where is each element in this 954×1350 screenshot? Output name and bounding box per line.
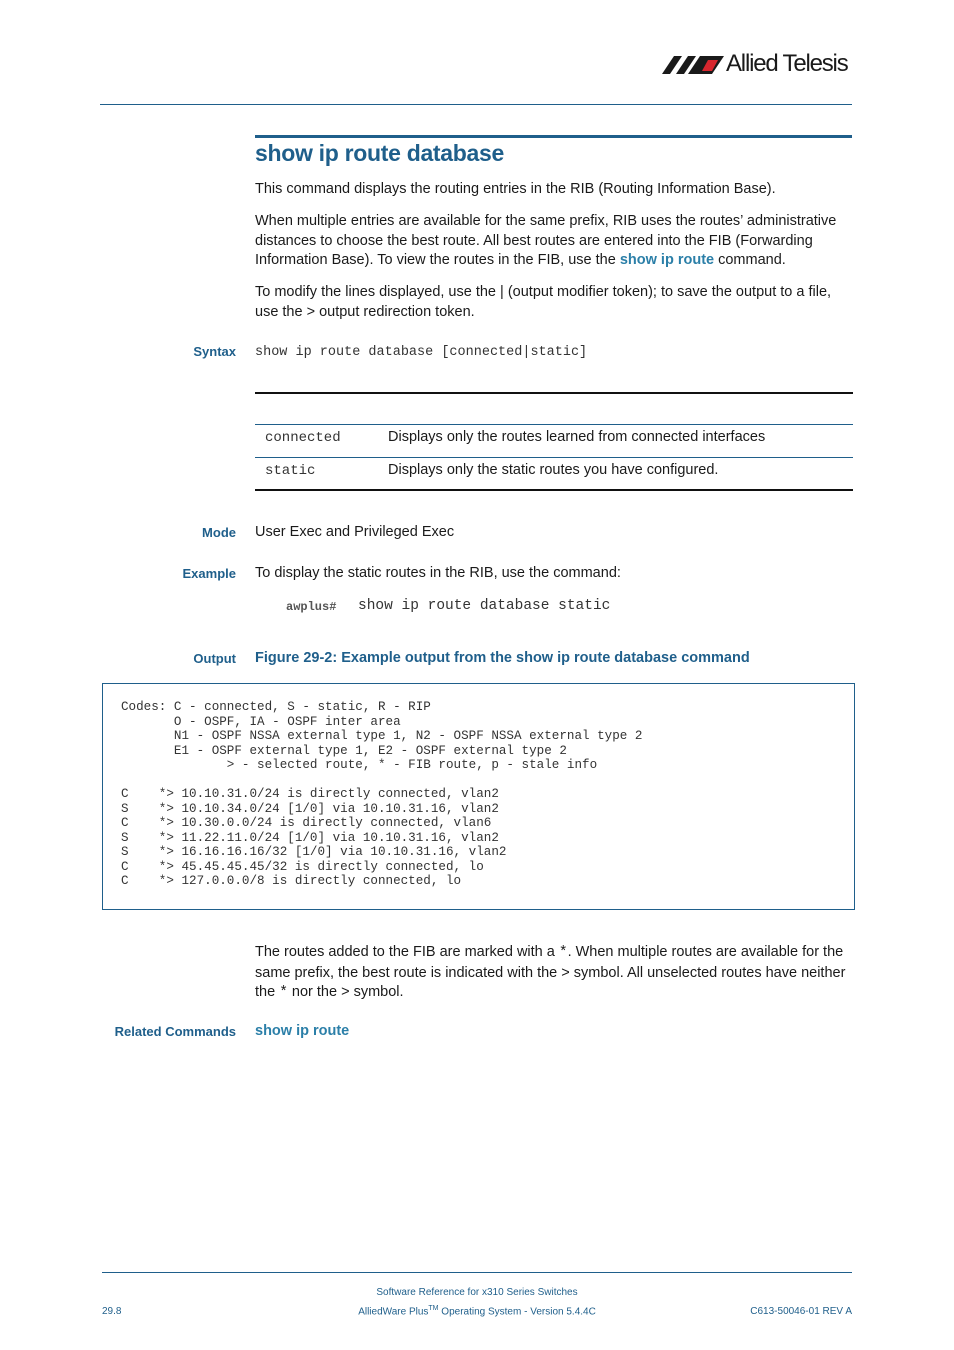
output-line: S *> 16.16.16.16/32 [1/0] via 10.10.31.16, vlan2 bbox=[121, 845, 507, 859]
output-line: E1 - OSPF external type 1, E2 - OSPF external type 2 bbox=[121, 743, 567, 758]
show-ip-route-link[interactable]: show ip route bbox=[619, 252, 715, 268]
output-line: C *> 10.30.0.0/24 is directly connected, vlan6 bbox=[121, 816, 492, 830]
syntax-label: Syntax bbox=[193, 344, 236, 359]
output-line: Codes: C - connected, S - static, R - RIP bbox=[121, 700, 431, 714]
gt-symbol: > bbox=[306, 303, 316, 320]
table-bottom-rule bbox=[255, 489, 853, 491]
figure-caption: Figure 29-2: Example output from the show ip route database command bbox=[255, 650, 750, 666]
allied-telesis-logo bbox=[662, 52, 854, 78]
output-line: S *> 11.22.11.0/24 [1/0] via 10.10.31.16, vlan2 bbox=[121, 830, 499, 845]
output-text bbox=[121, 700, 642, 889]
header-rule bbox=[100, 104, 852, 105]
description-text-end: command. bbox=[714, 252, 786, 268]
example-label: Example bbox=[182, 566, 236, 581]
allied-telesis-logo-icon bbox=[662, 52, 724, 76]
output-line: C *> 10.10.31.0/24 is directly connected, vlan2 bbox=[121, 787, 499, 801]
gt-symbol: > bbox=[561, 964, 570, 981]
output-line: C *> 45.45.45.45/32 is directly connected, lo bbox=[121, 859, 484, 874]
description-text: When multiple entries are available for the same prefix, RIB uses the routes’ administrative distances to choose the best route. All best routes are entered into the FIB (Forwarding Information Base). To view the routes in the FIB, use the bbox=[255, 213, 837, 268]
param-name: connected bbox=[265, 430, 341, 446]
output-line: > - selected route, * - FIB route, p - stale info bbox=[121, 758, 598, 772]
param-description: Displays only the routes learned from connected interfaces bbox=[388, 429, 766, 445]
param-name: static bbox=[265, 463, 316, 479]
description-paragraph bbox=[255, 212, 855, 271]
syntax-text: show ip route database [connected|static] bbox=[255, 345, 588, 360]
pipe-symbol: | bbox=[500, 284, 504, 300]
output-line: O - OSPF, IA - OSPF inter area bbox=[121, 714, 401, 729]
trademark: TM bbox=[428, 1305, 439, 1312]
fib-note-paragraph bbox=[255, 943, 855, 1004]
note-text-5: symbol. bbox=[349, 984, 404, 1000]
document-reference: C613-50046-01 REV A bbox=[750, 1306, 852, 1317]
mode-label: Mode bbox=[202, 525, 236, 540]
param-description: Displays only the static routes you have configured. bbox=[388, 462, 719, 478]
modifier-text: To modify the lines displayed, use the bbox=[255, 284, 501, 300]
example-text: To display the static routes in the RIB, use the command: bbox=[255, 565, 621, 581]
mode-text: User Exec and Privileged Exec bbox=[255, 524, 455, 540]
footer-rule bbox=[102, 1272, 852, 1273]
logo-text: Allied Telesis bbox=[726, 50, 848, 77]
star-symbol: * bbox=[558, 945, 568, 961]
related-show-ip-route-link[interactable]: show ip route bbox=[255, 1023, 350, 1039]
note-text-3: symbol. All unselected routes have neither the bbox=[255, 964, 846, 1000]
note-text-4: nor the bbox=[287, 984, 342, 1000]
modifier-text-2: (output modifier token); to save the output to a file, use the bbox=[255, 284, 832, 320]
example-command: show ip route database static bbox=[358, 598, 611, 614]
intro-paragraph: This command displays the routing entries in the RIB (Routing Information Base). bbox=[255, 181, 776, 197]
modifier-text-3: output redirection token. bbox=[315, 303, 475, 320]
table-row-rule bbox=[255, 457, 853, 458]
output-line: S *> 10.10.34.0/24 [1/0] via 10.10.31.16, vlan2 bbox=[121, 801, 499, 816]
gt-symbol: > bbox=[341, 984, 350, 1000]
table-header-rule bbox=[255, 424, 853, 425]
output-line: N1 - OSPF NSSA external type 1, N2 - OSPF NSSA external type 2 bbox=[121, 729, 643, 743]
footer-product: AlliedWare Plus bbox=[358, 1306, 429, 1318]
cli-prompt: awplus# bbox=[286, 600, 337, 614]
page-title: show ip route database bbox=[255, 140, 505, 166]
note-text: The routes added to the FIB are marked with a bbox=[255, 944, 559, 960]
title-rule bbox=[255, 135, 852, 138]
table-top-rule bbox=[255, 392, 853, 394]
output-label: Output bbox=[193, 651, 236, 666]
modifier-paragraph bbox=[255, 283, 855, 322]
output-line: C *> 127.0.0.0/8 is directly connected, lo bbox=[121, 874, 462, 888]
page-number: 29.8 bbox=[102, 1306, 122, 1317]
footer-os-version: Operating System - Version 5.4.4C bbox=[438, 1306, 596, 1318]
output-box bbox=[102, 683, 855, 910]
footer-title: Software Reference for x310 Series Switches bbox=[376, 1287, 578, 1298]
related-commands-label: Related Commands bbox=[114, 1024, 236, 1039]
star-symbol: * bbox=[279, 985, 288, 1001]
note-text-2: . When multiple routes are available for the same prefix, the best route is indicated with the bbox=[255, 944, 844, 981]
